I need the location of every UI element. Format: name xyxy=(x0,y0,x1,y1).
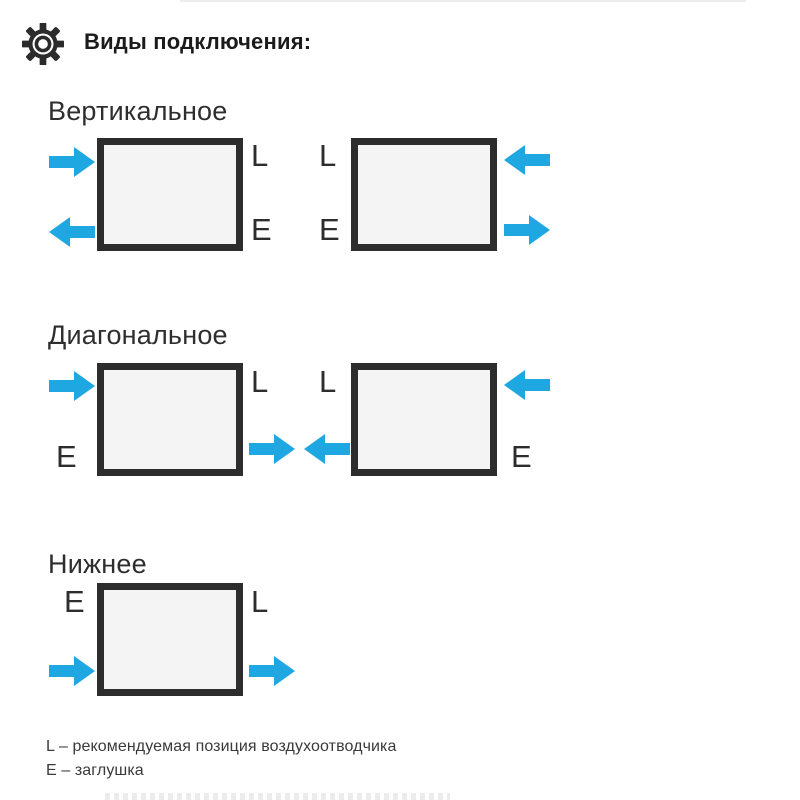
port-label-E: E xyxy=(64,584,85,619)
outlet-arrow-icon xyxy=(504,215,550,245)
inlet-arrow-icon xyxy=(504,370,550,400)
inlet-arrow-icon xyxy=(504,145,550,175)
cutoff-artifact-top xyxy=(180,0,746,2)
port-label-E: E xyxy=(56,439,77,474)
port-label-L: L xyxy=(319,364,337,399)
radiator-box xyxy=(97,363,243,476)
radiator-box xyxy=(97,138,243,251)
inlet-arrow-icon xyxy=(49,147,95,177)
port-label-L: L xyxy=(251,364,269,399)
legend-line-air-vent: L – рекомендуемая позиция воздухоотводчика xyxy=(46,738,397,755)
section-label-vertical: Вертикальное xyxy=(48,96,228,126)
outlet-arrow-icon xyxy=(49,217,95,247)
radiator-box xyxy=(351,363,497,476)
port-label-E: E xyxy=(251,212,272,247)
outlet-arrow-icon xyxy=(249,656,295,686)
gear-icon xyxy=(22,23,64,65)
port-label-E: E xyxy=(319,212,340,247)
port-label-L: L xyxy=(319,138,337,173)
inlet-arrow-icon xyxy=(49,656,95,686)
outlet-arrow-icon xyxy=(304,434,350,464)
radiator-box xyxy=(97,583,243,696)
radiator-box xyxy=(351,138,497,251)
legend-line-plug: E – заглушка xyxy=(46,762,144,779)
port-label-E: E xyxy=(511,439,532,474)
section-label-diagonal: Диагональное xyxy=(48,320,228,350)
port-label-L: L xyxy=(251,584,269,619)
outlet-arrow-icon xyxy=(249,434,295,464)
section-label-bottom: Нижнее xyxy=(48,549,147,579)
cutoff-text-artifact xyxy=(105,793,450,800)
inlet-arrow-icon xyxy=(49,371,95,401)
port-label-L: L xyxy=(251,138,269,173)
page-title: Виды подключения: xyxy=(84,29,312,54)
